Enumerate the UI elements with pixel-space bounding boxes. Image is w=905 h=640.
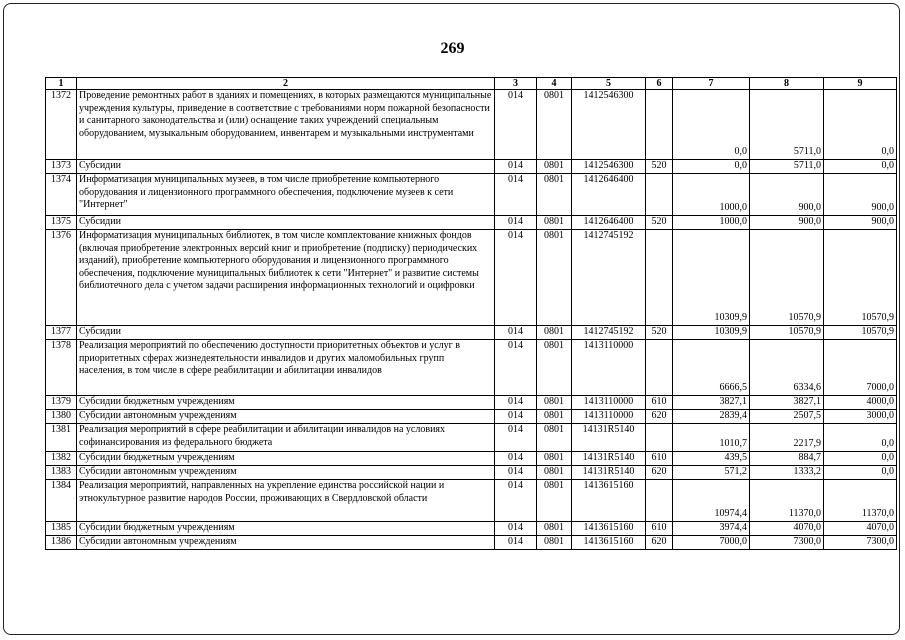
column-header: 9 [824,78,897,90]
row-department-code: 014 [495,216,537,230]
row-amount-2: 1333,2 [750,466,824,480]
row-amount-3: 4000,0 [824,396,897,410]
row-department-code: 014 [495,396,537,410]
row-department-code: 014 [495,480,537,522]
row-amount-1: 439,5 [673,452,750,466]
column-header: 5 [572,78,646,90]
row-amount-2: 900,0 [750,216,824,230]
row-amount-1: 1000,0 [673,174,750,216]
row-name: Проведение ремонтных работ в зданиях и помещениях, в которых размещаются муниципальные учреждения культуры, приведение в соответствие с требованиями норм пожарной безопасности и санитарного законодательства и (или) оснащение таких учреждений специальным оборудованием, музыкальным оборудованием, инвентарем и музыкальными инструментами [77,90,495,160]
row-number: 1381 [46,424,77,452]
row-name: Субсидии [77,216,495,230]
column-header: 4 [537,78,572,90]
table-row [46,326,897,340]
row-number: 1382 [46,452,77,466]
row-amount-1: 10309,9 [673,326,750,340]
row-target-code: 14131R5140 [572,424,646,452]
row-section-code: 0801 [537,522,572,536]
row-department-code: 014 [495,466,537,480]
row-amount-3: 4070,0 [824,522,897,536]
row-amount-3: 900,0 [824,174,897,216]
row-number: 1385 [46,522,77,536]
row-number: 1376 [46,230,77,326]
row-amount-2: 2217,9 [750,424,824,452]
row-section-code: 0801 [537,326,572,340]
table-row [46,216,897,230]
row-amount-3: 7300,0 [824,536,897,550]
row-amount-1: 10974,4 [673,480,750,522]
row-number: 1375 [46,216,77,230]
row-department-code: 014 [495,522,537,536]
table-row [46,90,897,160]
row-name: Субсидии [77,326,495,340]
row-name: Субсидии автономным учреждениям [77,410,495,424]
row-department-code: 014 [495,452,537,466]
row-amount-3: 3000,0 [824,410,897,424]
row-section-code: 0801 [537,90,572,160]
row-name: Информатизация муниципальных библиотек, в том числе комплектование книжных фондов (включая приобретение электронных версий книг и приобретение (подписку) периодических изданий), приобретение компьютерного оборудования и лицензионного программного обеспечения, подключение муниципальных библиотек к сети "Интернет" и развитие системы библиотечного дела с учетом задачи расширения информационных технологий и оцифровки [77,230,495,326]
row-number: 1373 [46,160,77,174]
row-expense-type [646,174,673,216]
row-amount-1: 1000,0 [673,216,750,230]
row-department-code: 014 [495,230,537,326]
row-section-code: 0801 [537,340,572,396]
row-section-code: 0801 [537,466,572,480]
row-target-code: 1412745192 [572,230,646,326]
row-name: Субсидии бюджетным учреждениям [77,452,495,466]
column-header: 8 [750,78,824,90]
row-expense-type: 620 [646,410,673,424]
table-row [46,522,897,536]
row-amount-2: 10570,9 [750,326,824,340]
row-section-code: 0801 [537,216,572,230]
table-row [46,230,897,326]
column-header: 2 [77,78,495,90]
row-target-code: 1412546300 [572,90,646,160]
row-name: Информатизация муниципальных музеев, в том числе приобретение компьютерного оборудования и лицензионного программного обеспечения, подключение музеев к сети "Интернет" [77,174,495,216]
table-body [46,90,897,550]
row-target-code: 1413615160 [572,480,646,522]
row-section-code: 0801 [537,452,572,466]
row-department-code: 014 [495,160,537,174]
row-name: Субсидии бюджетным учреждениям [77,396,495,410]
row-number: 1383 [46,466,77,480]
row-department-code: 014 [495,536,537,550]
row-number: 1379 [46,396,77,410]
row-amount-2: 4070,0 [750,522,824,536]
row-section-code: 0801 [537,396,572,410]
row-expense-type [646,480,673,522]
row-target-code: 1412646400 [572,216,646,230]
row-expense-type: 610 [646,522,673,536]
row-section-code: 0801 [537,480,572,522]
row-amount-3: 900,0 [824,216,897,230]
table-row [46,174,897,216]
row-expense-type: 610 [646,396,673,410]
row-amount-1: 10309,9 [673,230,750,326]
row-amount-1: 7000,0 [673,536,750,550]
row-amount-3: 0,0 [824,160,897,174]
row-expense-type: 620 [646,536,673,550]
row-amount-2: 2507,5 [750,410,824,424]
row-target-code: 1413110000 [572,396,646,410]
row-number: 1377 [46,326,77,340]
row-target-code: 1413110000 [572,340,646,396]
row-name: Субсидии бюджетным учреждениям [77,522,495,536]
row-amount-2: 884,7 [750,452,824,466]
row-amount-3: 10570,9 [824,230,897,326]
row-target-code: 1412745192 [572,326,646,340]
row-amount-1: 2839,4 [673,410,750,424]
table-row [46,466,897,480]
row-amount-2: 10570,9 [750,230,824,326]
row-amount-3: 0,0 [824,466,897,480]
header-row [46,78,897,90]
row-section-code: 0801 [537,410,572,424]
row-amount-3: 0,0 [824,90,897,160]
table-row [46,424,897,452]
table-row [46,452,897,466]
row-name: Субсидии автономным учреждениям [77,536,495,550]
row-department-code: 014 [495,326,537,340]
row-department-code: 014 [495,424,537,452]
column-header: 7 [673,78,750,90]
row-amount-2: 5711,0 [750,90,824,160]
row-amount-2: 5711,0 [750,160,824,174]
row-amount-2: 7300,0 [750,536,824,550]
row-name: Субсидии [77,160,495,174]
row-department-code: 014 [495,174,537,216]
row-name: Реализация мероприятий по обеспечению доступности приоритетных объектов и услуг в приоритетных сферах жизнедеятельности инвалидов и других маломобильных групп населения, в том числе в сфере реабилитации и абилитации инвалидов [77,340,495,396]
row-expense-type [646,340,673,396]
row-target-code: 1412646400 [572,174,646,216]
column-header: 1 [46,78,77,90]
row-amount-1: 0,0 [673,90,750,160]
page-number: 269 [440,40,465,57]
row-amount-1: 3974,4 [673,522,750,536]
row-expense-type [646,90,673,160]
row-amount-1: 1010,7 [673,424,750,452]
row-number: 1384 [46,480,77,522]
row-name: Субсидии автономным учреждениям [77,466,495,480]
row-expense-type: 610 [646,452,673,466]
row-target-code: 1412546300 [572,160,646,174]
row-amount-1: 571,2 [673,466,750,480]
row-target-code: 1413615160 [572,522,646,536]
row-amount-3: 0,0 [824,424,897,452]
row-section-code: 0801 [537,424,572,452]
row-amount-3: 7000,0 [824,340,897,396]
row-name: Реализация мероприятий в сфере реабилитации и абилитации инвалидов на условиях софинансирования из федерального бюджета [77,424,495,452]
table-row [46,160,897,174]
row-amount-2: 11370,0 [750,480,824,522]
row-expense-type [646,230,673,326]
row-expense-type: 620 [646,466,673,480]
row-section-code: 0801 [537,160,572,174]
table-row [46,340,897,396]
row-target-code: 14131R5140 [572,466,646,480]
row-name: Реализация мероприятий, направленных на укрепление единства российской нации и этнокультурное развитие народов России, проживающих в Свердловской области [77,480,495,522]
row-amount-2: 900,0 [750,174,824,216]
table-row [46,536,897,550]
row-target-code: 1413615160 [572,536,646,550]
row-amount-3: 11370,0 [824,480,897,522]
column-header: 3 [495,78,537,90]
row-amount-1: 3827,1 [673,396,750,410]
row-expense-type [646,424,673,452]
row-expense-type: 520 [646,326,673,340]
row-number: 1378 [46,340,77,396]
row-expense-type: 520 [646,160,673,174]
row-amount-1: 0,0 [673,160,750,174]
row-amount-3: 0,0 [824,452,897,466]
row-section-code: 0801 [537,174,572,216]
row-amount-1: 6666,5 [673,340,750,396]
row-department-code: 014 [495,340,537,396]
table-row [46,410,897,424]
budget-table [45,77,897,550]
row-section-code: 0801 [537,536,572,550]
row-amount-2: 6334,6 [750,340,824,396]
row-number: 1386 [46,536,77,550]
row-department-code: 014 [495,410,537,424]
row-amount-3: 10570,9 [824,326,897,340]
row-section-code: 0801 [537,230,572,326]
row-target-code: 1413110000 [572,410,646,424]
column-header: 6 [646,78,673,90]
row-department-code: 014 [495,90,537,160]
table-row [46,396,897,410]
row-amount-2: 3827,1 [750,396,824,410]
row-expense-type: 520 [646,216,673,230]
row-number: 1380 [46,410,77,424]
row-target-code: 14131R5140 [572,452,646,466]
row-number: 1374 [46,174,77,216]
table-row [46,480,897,522]
row-number: 1372 [46,90,77,160]
